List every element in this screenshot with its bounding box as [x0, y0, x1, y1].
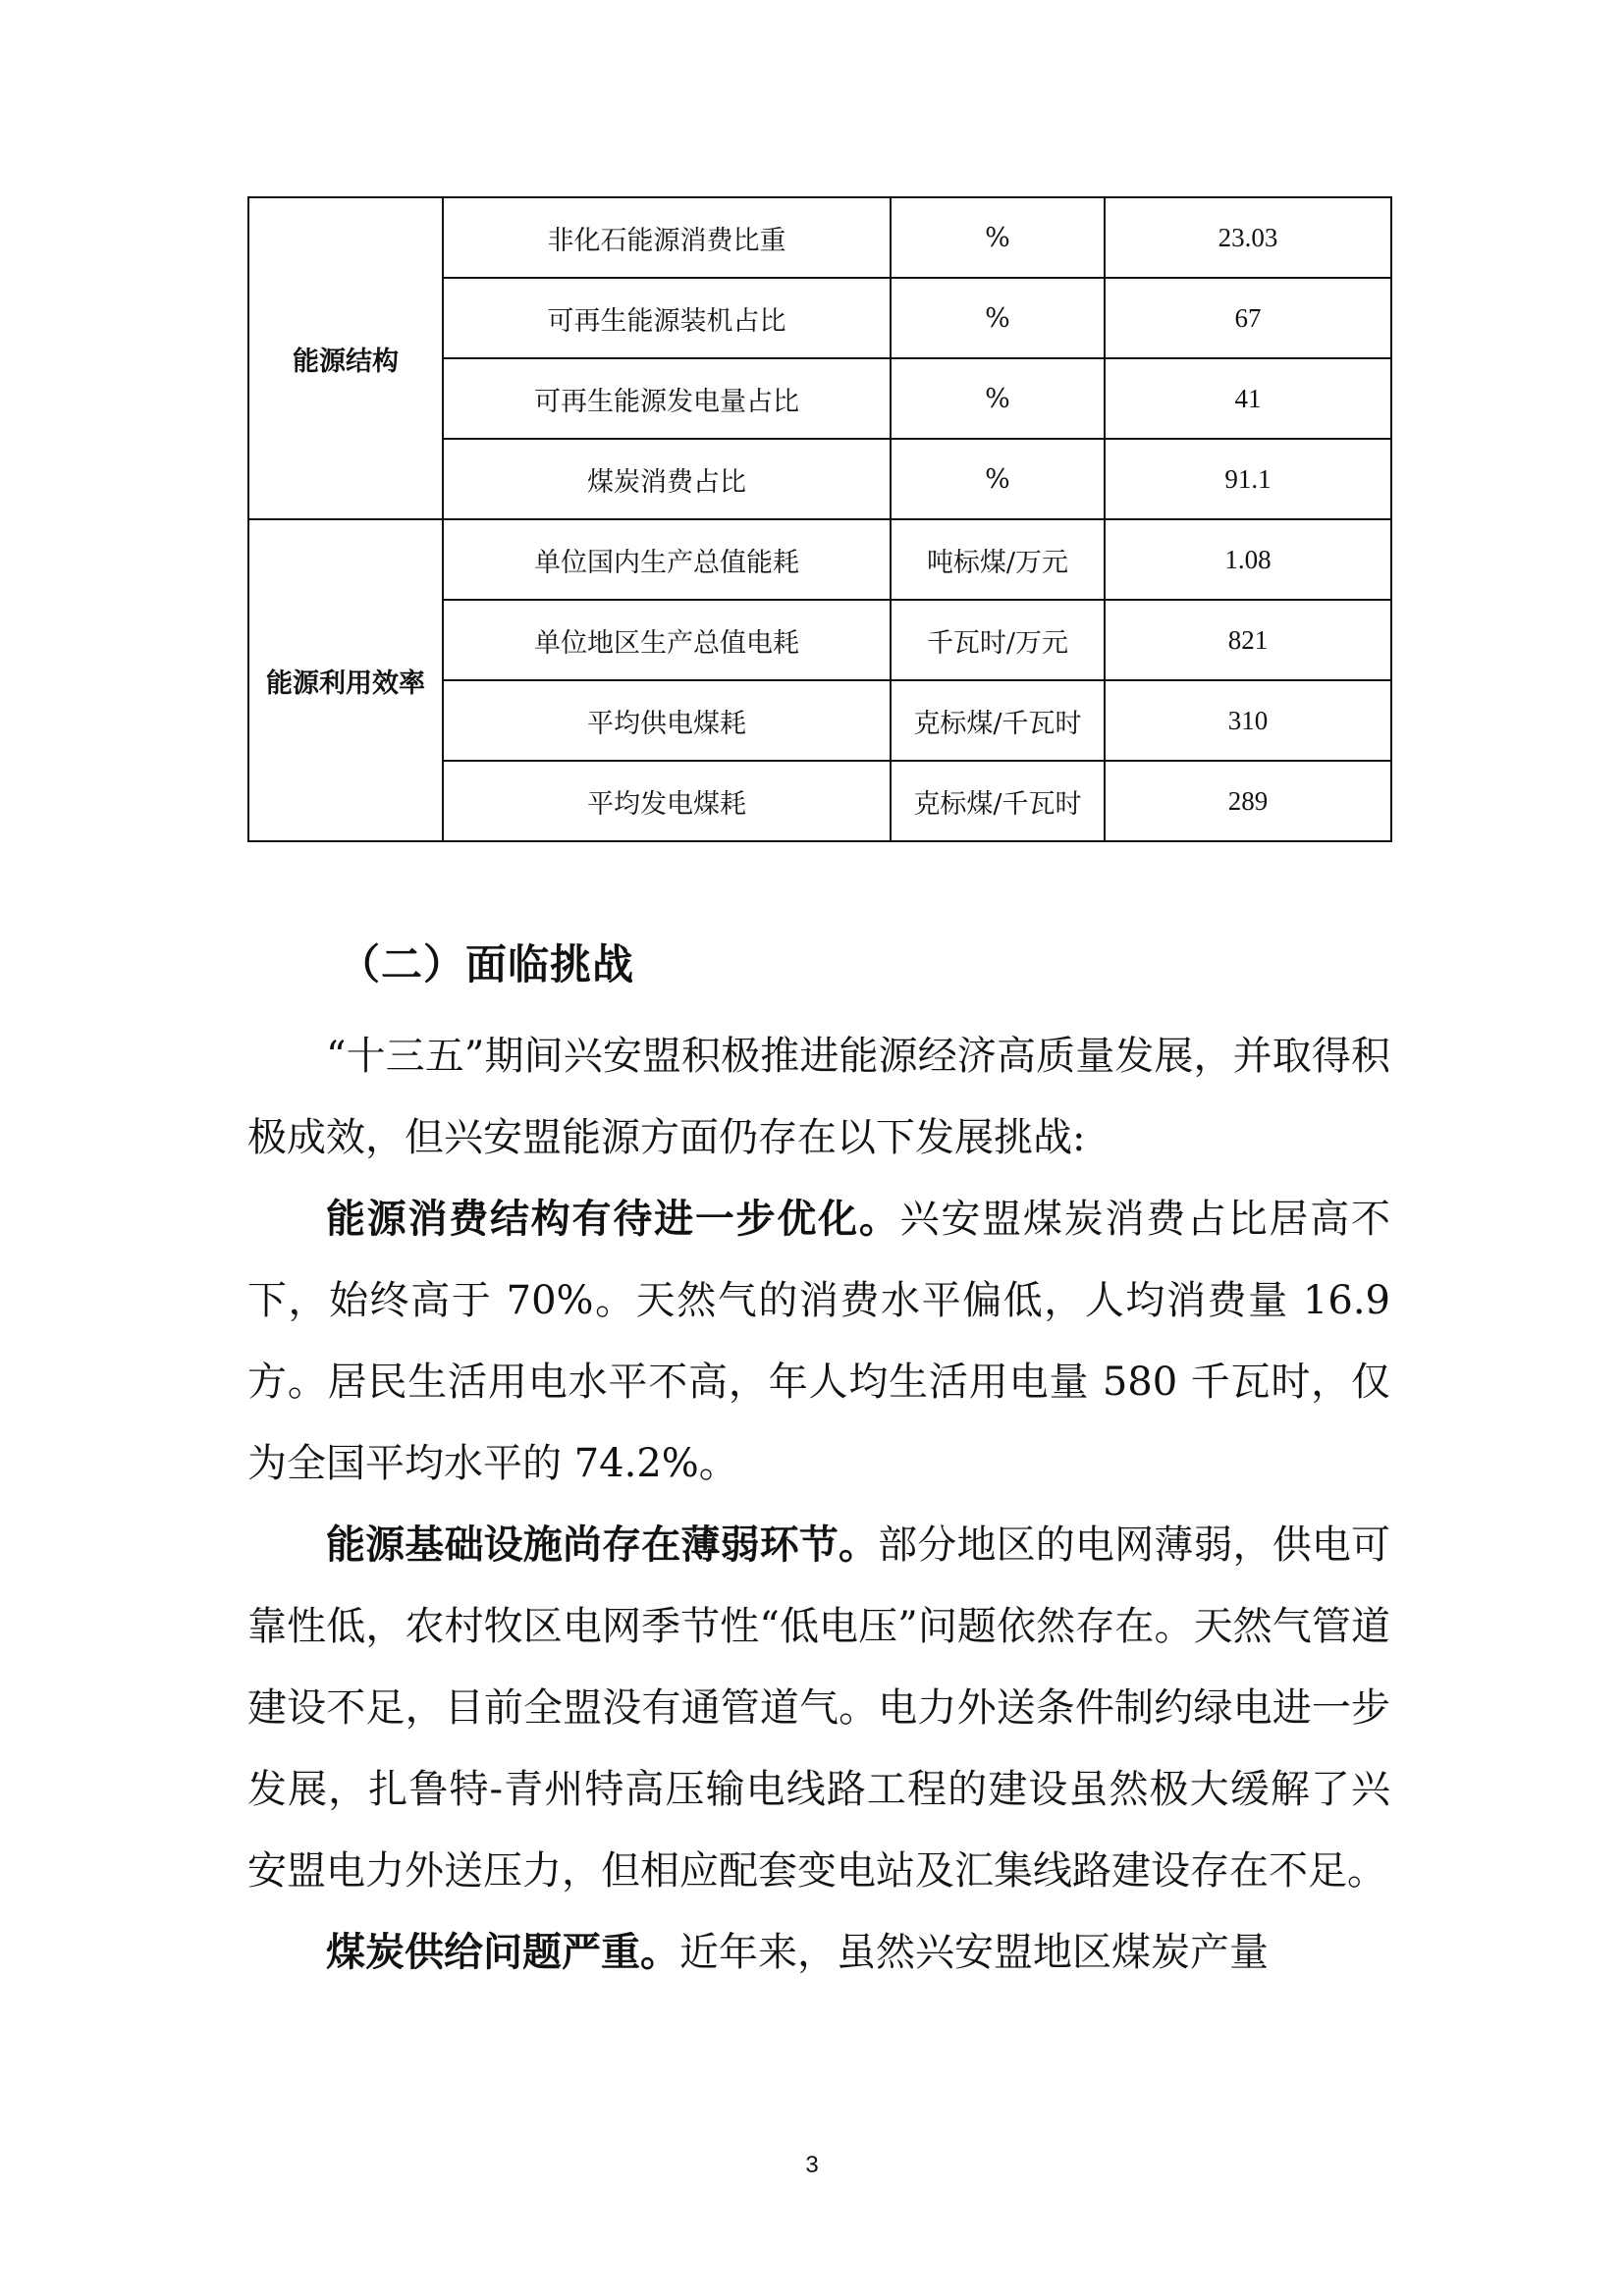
indicator-value: 821 — [1105, 600, 1391, 680]
indicator-name: 单位国内生产总值能耗 — [443, 519, 891, 600]
paragraph-lead: 煤炭供给问题严重。 — [326, 1930, 679, 1975]
indicator-name: 非化石能源消费比重 — [443, 197, 891, 278]
indicator-unit: 千瓦时/万元 — [891, 600, 1105, 680]
indicator-unit: 克标煤/千瓦时 — [891, 761, 1105, 841]
paragraph — [247, 1505, 1390, 1912]
indicator-value: 41 — [1105, 358, 1391, 439]
indicator-table — [247, 196, 1392, 842]
indicator-value: 91.1 — [1105, 439, 1391, 519]
paragraph-text: 近年来，虽然兴安盟地区煤炭产量 — [679, 1930, 1269, 1975]
paragraph-lead: 能源消费结构有待进一步优化。 — [326, 1197, 900, 1242]
paragraph-text: “十三五”期间兴安盟积极推进能源经济高质量发展，并取得积极成效，但兴安盟能源方面仍存在以下发展挑战: — [247, 1034, 1390, 1160]
indicator-value: 1.08 — [1105, 519, 1391, 600]
paragraph — [247, 1179, 1390, 1505]
table-row — [248, 519, 1391, 600]
paragraph — [247, 1912, 1390, 1994]
paragraph-text: 兴安盟煤炭消费占比居高不下，始终高于 70%。天然气的消费水平偏低，人均消费量 16.9 方。居民生活用电水平不高，年人均生活用电量 580 千瓦时，仅为全国平均水平的 74.2%。 — [247, 1197, 1391, 1486]
indicator-unit: % — [891, 278, 1105, 358]
body-text — [247, 1016, 1390, 1994]
section-heading: （二）面临挑战 — [339, 940, 635, 988]
category-cell: 能源利用效率 — [248, 519, 443, 841]
indicator-unit: 吨标煤/万元 — [891, 519, 1105, 600]
indicator-unit: 克标煤/千瓦时 — [891, 680, 1105, 761]
indicator-name: 煤炭消费占比 — [443, 439, 891, 519]
indicator-value: 23.03 — [1105, 197, 1391, 278]
table-row — [248, 197, 1391, 278]
indicator-name: 单位地区生产总值电耗 — [443, 600, 891, 680]
category-cell: 能源结构 — [248, 197, 443, 519]
paragraph — [247, 1016, 1390, 1179]
indicator-unit: % — [891, 197, 1105, 278]
paragraph-lead: 能源基础设施尚存在薄弱环节。 — [326, 1522, 879, 1568]
indicator-unit: % — [891, 358, 1105, 439]
indicator-unit: % — [891, 439, 1105, 519]
indicator-value: 310 — [1105, 680, 1391, 761]
paragraph-text: 部分地区的电网薄弱，供电可靠性低，农村牧区电网季节性“低电压”问题依然存在。天然气管道建设不足，目前全盟没有通管道气。电力外送条件制约绿电进一步发展，扎鲁特-青州特高压输电线路工程的建设虽然极大缓解了兴安盟电力外送压力，但相应配套变电站及汇集线路建设存在不足。 — [247, 1522, 1391, 1894]
indicator-name: 平均发电煤耗 — [443, 761, 891, 841]
indicator-name: 可再生能源发电量占比 — [443, 358, 891, 439]
indicator-name: 可再生能源装机占比 — [443, 278, 891, 358]
indicator-value: 67 — [1105, 278, 1391, 358]
indicator-value: 289 — [1105, 761, 1391, 841]
indicator-name: 平均供电煤耗 — [443, 680, 891, 761]
page-number: 3 — [805, 2152, 819, 2178]
